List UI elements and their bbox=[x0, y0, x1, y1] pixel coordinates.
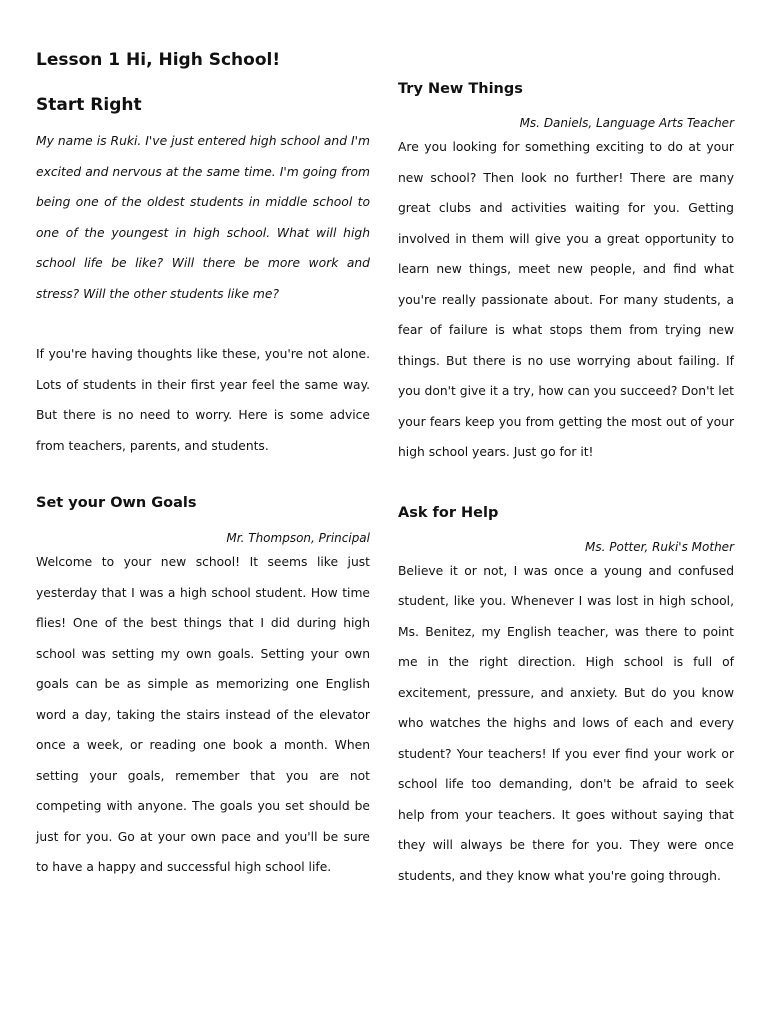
help-paragraph: Believe it or not, I was once a young and confused student, like you. Whenever I was lost in high school, Ms. Benitez, my English teacher, was there to point me in the right direction. High school is full of excitement, pressure, and anxiety. But do you know who watches the highs and lows of each and every student? Your teachers! If you ever find your work or school life too demanding, don't be afraid to seek help from your teachers. It goes without saying that they will always be there for you. They were once students, and they know what you're going through. bbox=[398, 563, 734, 883]
help-heading: Ask for Help bbox=[398, 504, 499, 521]
goals-heading: Set your Own Goals bbox=[36, 495, 197, 511]
intro-paragraph: My name is Ruki. I've just entered high school and I'm excited and nervous at the same time. I'm going from being one of the oldest students in middle school to one of the youngest in high school. What will high school life be like? Will there be more work and stress? Will the other students like me? bbox=[36, 134, 370, 301]
goals-paragraph: Welcome to your new school! It seems like just yesterday that I was a high school student. How time flies! One of the best things that I did during high school was setting my own goals. Setting your own goals can be as simple as memorizing one English word a day, taking the stairs instead of the elevator once a week, or reading one book a month. When setting your goals, remember that you are not competing with anyone. The goals you set should be just for you. Go at your own pace and you'll be sure to have a happy and successful high school life. bbox=[36, 555, 370, 874]
lesson-subtitle: Start Right bbox=[36, 95, 142, 115]
goals-author: Mr. Thompson, Principal bbox=[226, 531, 370, 545]
left-column bbox=[36, 0, 370, 883]
right-column bbox=[398, 0, 734, 891]
new-things-heading: Try New Things bbox=[398, 81, 523, 97]
new-things-author: Ms. Daniels, Language Arts Teacher bbox=[519, 116, 734, 130]
help-author: Ms. Potter, Ruki's Mother bbox=[585, 539, 734, 554]
advice-intro-paragraph: If you're having thoughts like these, you're not alone. Lots of students in their first year feel the same way. But there is no need to worry. Here is some advice from teachers, parents, and students. bbox=[36, 347, 370, 453]
new-things-paragraph: Are you looking for something exciting to do at your new school? Then look no further! There are many great clubs and activities waiting for you. Getting involved in them will give you a great opportunity to learn new things, meet new people, and find what you're really passionate about. For many students, a fear of failure is what stops them from trying new things. But there is no use worrying about failing. If you don't give it a try, how can you succeed? Don't let your fears keep you from getting the most out of your high school years. Just go for it! bbox=[398, 140, 734, 459]
lesson-title: Lesson 1 Hi, High School! bbox=[36, 50, 281, 70]
